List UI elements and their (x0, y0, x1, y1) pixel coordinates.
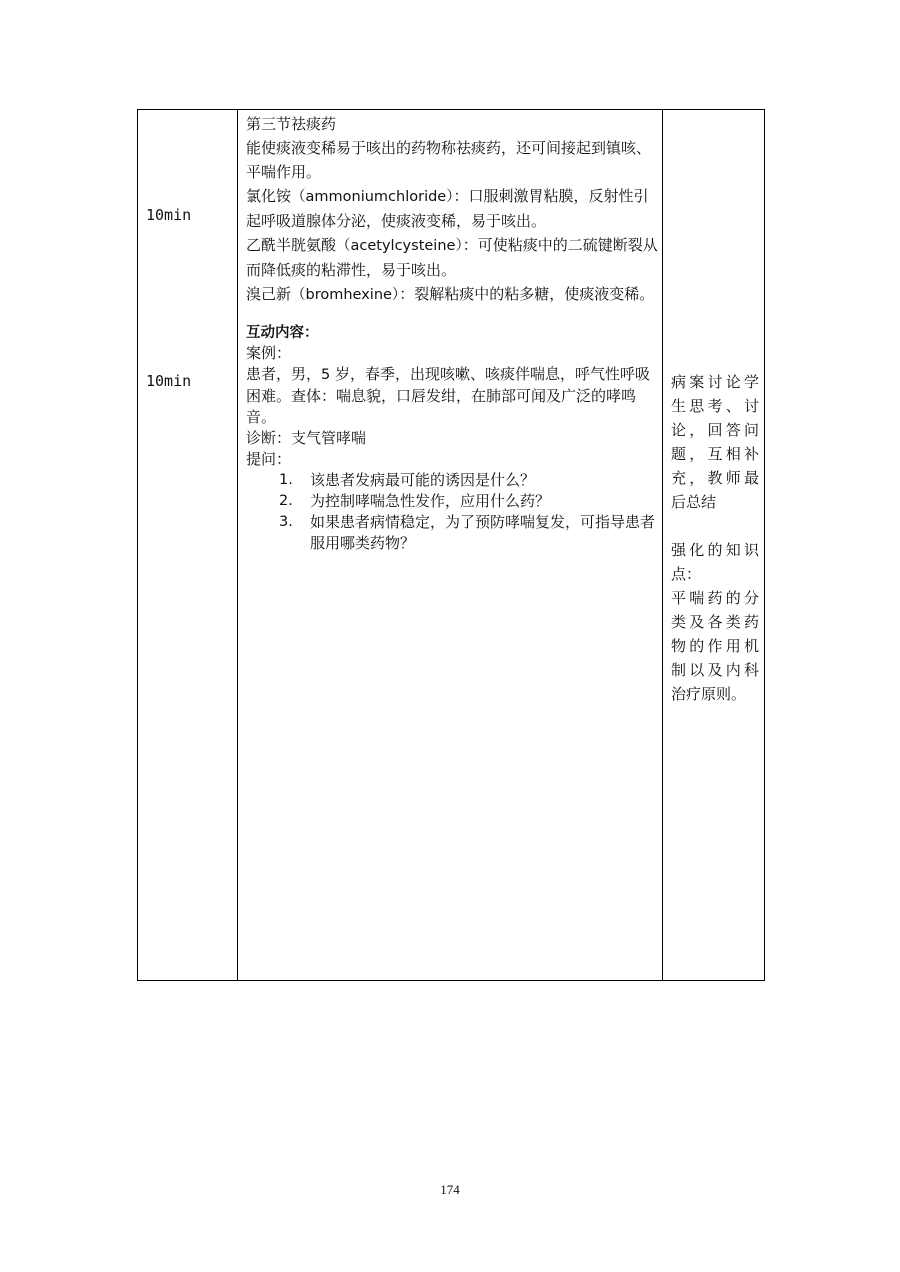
page-number: 174 (440, 1182, 460, 1197)
drug-acetylcysteine: 乙酰半胱氨酸（acetylcysteine）：可使粘痰中的二硫键断裂从而降低痰的粘滞性，易于咳出。 (246, 236, 658, 279)
section-title: 第三节祛痰药 (246, 115, 337, 133)
drug-ammonium-chloride: 氯化铵（ammoniumchloride）：口服刺激胃粘膜，反射性引起呼吸道腺体分泌，使痰液变稀，易于咳出。 (246, 187, 649, 230)
method-discussion: 病案讨论学生思考、讨论，回答问题，互相补充，教师最后总结 (671, 373, 759, 511)
drug-bromhexine: 溴己新（bromhexine）：裂解粘痰中的粘多糖，使痰液变稀。 (246, 285, 655, 303)
case-label: 案例： (246, 344, 292, 362)
diagnosis-text: 诊断：支气管哮喘 (246, 429, 367, 447)
question-item: 3. 如果患者病情稳定，为了预防哮喘复发，可指导患者服用哪类药物？ (279, 513, 656, 552)
case-text: 患者，男，5 岁，春季，出现咳嗽、咳痰伴喘息，呼气性呼吸困难。查体：喘息貌，口唇发绀，在肺部可闻及广泛的哮鸣音。 (246, 365, 651, 426)
time-cell-2: 10min (146, 372, 192, 390)
question-item: 2. 为控制哮喘急性发作，应用什么药？ (279, 492, 551, 510)
interaction-block (246, 322, 658, 554)
definition-text: 能使痰液变稀易于咳出的药物称祛痰药，还可间接起到镇咳、平喘作用。 (246, 139, 652, 181)
question-item: 1. 该患者发病最可能的诱因是什么？ (279, 471, 536, 489)
content-column (238, 110, 663, 980)
question-list (246, 470, 658, 554)
method-block (671, 370, 759, 706)
method-key-points-label: 强化的知识点： (671, 541, 759, 583)
method-key-points: 平喘药的分类及各类药物的作用机制以及内科治疗原则。 (671, 589, 759, 703)
lecture-block (246, 112, 658, 307)
interaction-heading: 互动内容： (246, 324, 319, 341)
question-label: 提问： (246, 450, 292, 468)
time-column (138, 110, 238, 980)
method-column (663, 110, 764, 980)
lesson-table (137, 109, 765, 981)
time-cell-1: 10min (146, 206, 192, 224)
